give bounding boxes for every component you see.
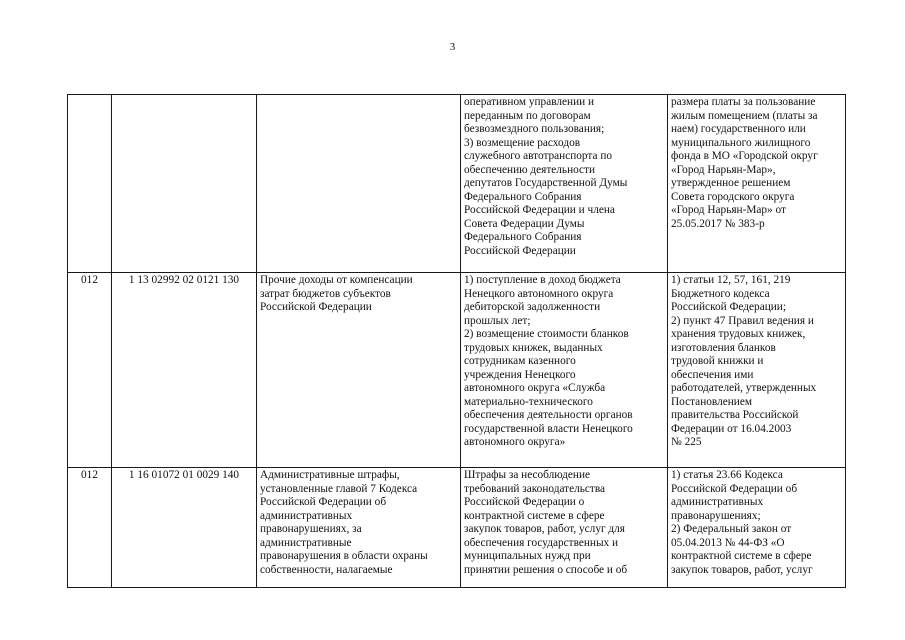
cell-text-line: дебиторской задолженности	[464, 301, 601, 313]
cell-text-line: наем) государственного или	[671, 123, 806, 135]
cell-text-line: прошлых лет;	[464, 314, 531, 327]
cell-text-line: Российской Федерации и члена	[464, 204, 615, 216]
cell-text-line: «Город Нарьян-Мар»,	[671, 163, 776, 176]
cell-text-line: служебного автотранспорта по	[464, 150, 613, 162]
cell-text-line: контрактной системе в сфере	[464, 509, 605, 522]
cell-text-line: обеспечения деятельности органов	[464, 409, 633, 421]
cell-text-line: административных	[260, 509, 353, 522]
admin-code-cell: 012	[68, 468, 112, 588]
cell-text-line: Административные штрафы,	[260, 469, 400, 481]
cell-text-line: изготовления бланков	[671, 341, 776, 354]
cell-text-line: Российской Федерации об	[671, 482, 798, 495]
cell-text-line: правонарушения в области охраны	[260, 550, 428, 562]
cell-text-line: автономного округа «Служба	[464, 382, 606, 394]
cell-text-line: Постановлением	[671, 395, 752, 408]
table-row	[68, 468, 846, 588]
cell-text-line: правонарушениях, за	[260, 523, 362, 535]
cell-text-line: оперативном управлении и	[464, 96, 595, 108]
cell-text-line: Прочие доходы от компенсации	[260, 274, 413, 286]
admin-code-cell: 012	[68, 273, 112, 468]
cell-text-line: Российской Федерации	[464, 244, 576, 257]
cell-text-line: сотрудникам казенного	[464, 355, 576, 367]
legal-basis-cell	[668, 468, 846, 588]
cell-text-line: Федерации от 16.04.2003	[671, 422, 792, 435]
revenue-description-cell	[461, 468, 668, 588]
revenue-name-cell	[257, 95, 461, 273]
cell-text-line: собственности, налагаемые	[260, 563, 393, 576]
table-row	[68, 95, 846, 273]
cell-text-line: Совета городского округа	[671, 190, 795, 203]
cell-text-line: закупок товаров, работ, услуг	[671, 563, 813, 576]
cell-text-line: 3) возмещение расходов	[464, 136, 581, 149]
cell-text-line: «Город Нарьян-Мар» от	[671, 204, 786, 216]
kbk-cell	[112, 95, 257, 273]
cell-text-line: 05.04.2013 № 44-ФЗ «О	[671, 536, 785, 549]
table-body	[68, 95, 846, 588]
cell-text-line: правительства Российской	[671, 409, 799, 421]
cell-text-line: государственной власти Ненецкого	[464, 422, 633, 435]
cell-text-line: контрактной системе в сфере	[671, 550, 812, 562]
cell-text-line: административные	[260, 536, 352, 549]
revenue-codes-table	[67, 94, 846, 588]
cell-text-line: размера платы за пользование	[671, 96, 816, 108]
cell-text-line: затрат бюджетов субъектов	[260, 287, 391, 300]
page-number: 3	[449, 41, 456, 53]
cell-text-line: автономного округа»	[464, 436, 566, 448]
cell-text-line: Совета Федерации Думы	[464, 217, 585, 230]
revenue-name-cell	[257, 468, 461, 588]
cell-text-line: 1) поступление в доход бюджета	[464, 274, 621, 286]
cell-text-line: Российской Федерации о	[464, 496, 585, 508]
cell-text-line: № 225	[671, 436, 702, 448]
cell-text-line: обеспечению деятельности	[464, 163, 596, 176]
revenue-description-cell	[461, 273, 668, 468]
cell-text-line: Штрафы за несоблюдение	[464, 469, 591, 481]
revenue-name-cell	[257, 273, 461, 468]
cell-text-line: муниципального жилищного	[671, 136, 811, 149]
cell-text-line: обеспечения ими	[671, 368, 754, 381]
cell-text-line: Российской Федерации об	[260, 496, 387, 508]
cell-text-line: административных	[671, 496, 764, 508]
cell-text-line: правонарушениях;	[671, 509, 761, 522]
cell-text-line: 2) Федеральный закон от	[671, 523, 792, 535]
cell-text-line: материально-технического	[464, 395, 593, 408]
cell-text-line: хранения трудовых книжек,	[671, 328, 806, 340]
admin-code-cell	[68, 95, 112, 273]
cell-text-line: безвозмездного пользования;	[464, 123, 605, 135]
kbk-cell: 1 13 02992 02 0121 130	[112, 273, 257, 468]
cell-text-line: работодателей, утвержденных	[671, 382, 817, 394]
cell-text-line: Федерального Собрания	[464, 190, 582, 203]
cell-text-line: Бюджетного кодекса	[671, 287, 770, 300]
table-row	[68, 273, 846, 468]
cell-text-line: 25.05.2017 № 383-р	[671, 217, 765, 230]
cell-text-line: трудовых книжек, выданных	[464, 341, 603, 354]
cell-text-line: Российской Федерации	[260, 301, 372, 313]
revenue-description-cell	[461, 95, 668, 273]
cell-text-line: 2) возмещение стоимости бланков	[464, 328, 629, 340]
cell-text-line: 2) пункт 47 Правил ведения и	[671, 314, 814, 327]
cell-text-line: переданным по договорам	[464, 109, 591, 122]
cell-text-line: Российской Федерации;	[671, 301, 786, 313]
legal-basis-cell	[668, 273, 846, 468]
kbk-cell: 1 16 01072 01 0029 140	[112, 468, 257, 588]
cell-text-line: утвержденное решением	[671, 177, 791, 189]
cell-text-line: закупок товаров, работ, услуг для	[464, 523, 626, 535]
legal-basis-cell	[668, 95, 846, 273]
cell-text-line: муниципальных нужд при	[464, 550, 591, 562]
cell-text-line: 1) статья 23.66 Кодекса	[671, 469, 783, 481]
cell-text-line: трудовой книжки и	[671, 355, 764, 367]
cell-text-line: жилым помещением (платы за	[671, 109, 818, 122]
cell-text-line: требований законодательства	[464, 482, 606, 495]
cell-text-line: принятии решения о способе и об	[464, 563, 628, 576]
cell-text-line: Ненецкого автономного округа	[464, 287, 614, 300]
cell-text-line: Федерального Собрания	[464, 231, 582, 243]
cell-text-line: учреждения Ненецкого	[464, 368, 576, 381]
cell-text-line: фонда в МО «Городской округ	[671, 150, 818, 162]
cell-text-line: обеспечения государственных и	[464, 536, 619, 549]
cell-text-line: депутатов Государственной Думы	[464, 177, 628, 189]
cell-text-line: 1) статьи 12, 57, 161, 219	[671, 274, 791, 286]
cell-text-line: установленные главой 7 Кодекса	[260, 482, 418, 495]
